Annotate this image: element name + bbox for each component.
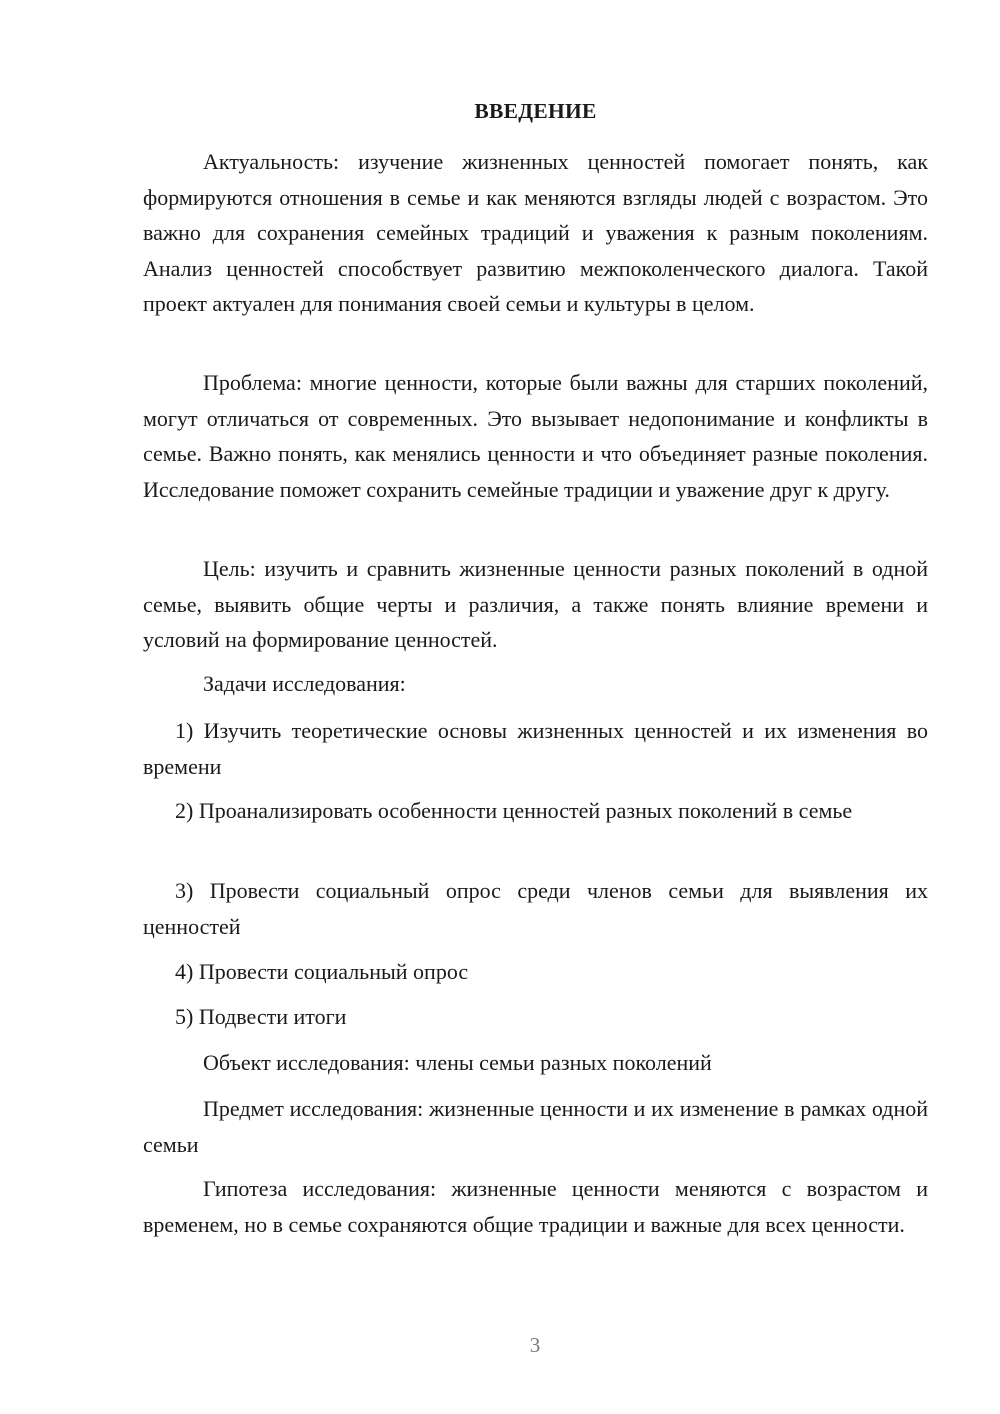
task-item-5: 5) Подвести итоги	[175, 1004, 347, 1029]
task-item-2: 2) Проанализировать особенности ценностей разных поколений в семье	[175, 798, 853, 823]
task-item-1: 1) Изучить теоретические основы жизненных ценностей и их изменения во времени	[143, 718, 928, 779]
page-title: ВВЕДЕНИЕ	[474, 99, 597, 123]
task-item-3: 3) Провести социальный опрос среди членов семьи для выявления их ценностей	[143, 878, 928, 939]
task-item-4: 4) Провести социальный опрос	[175, 959, 469, 984]
subject-paragraph: Предмет исследования: жизненные ценности и их изменение в рамках одной семьи	[143, 1096, 928, 1157]
object-paragraph: Объект исследования: члены семьи разных поколений	[203, 1050, 712, 1075]
page-number: 3	[529, 1333, 541, 1357]
tasks-heading: Задачи исследования:	[203, 671, 406, 696]
relevance-paragraph: Актуальность: изучение жизненных ценностей помогает понять, как формируются отношения в семье и как меняются взгляды людей с возрастом. Это важно для сохранения семейных традиций и уважения к разным поколениям. Анализ ценностей способствует развитию межпоколенческого диалога. Такой проект актуален для понимания своей семьи и культуры в целом.	[143, 149, 928, 316]
hypothesis-paragraph: Гипотеза исследования: жизненные ценности меняются с возрастом и временем, но в семье сохраняются общие традиции и важные для всех ценности.	[143, 1176, 928, 1237]
problem-paragraph: Проблема: многие ценности, которые были важны для старших поколений, могут отличаться от современных. Это вызывает недопонимание и конфликты в семье. Важно понять, как менялись ценности и что объединяет разные поколения. Исследование поможет сохранить семейные традиции и уважение друг к другу.	[143, 370, 928, 502]
goal-paragraph: Цель: изучить и сравнить жизненные ценности разных поколений в одной семье, выявить общие черты и различия, а также понять влияние времени и условий на формирование ценностей.	[143, 556, 928, 652]
